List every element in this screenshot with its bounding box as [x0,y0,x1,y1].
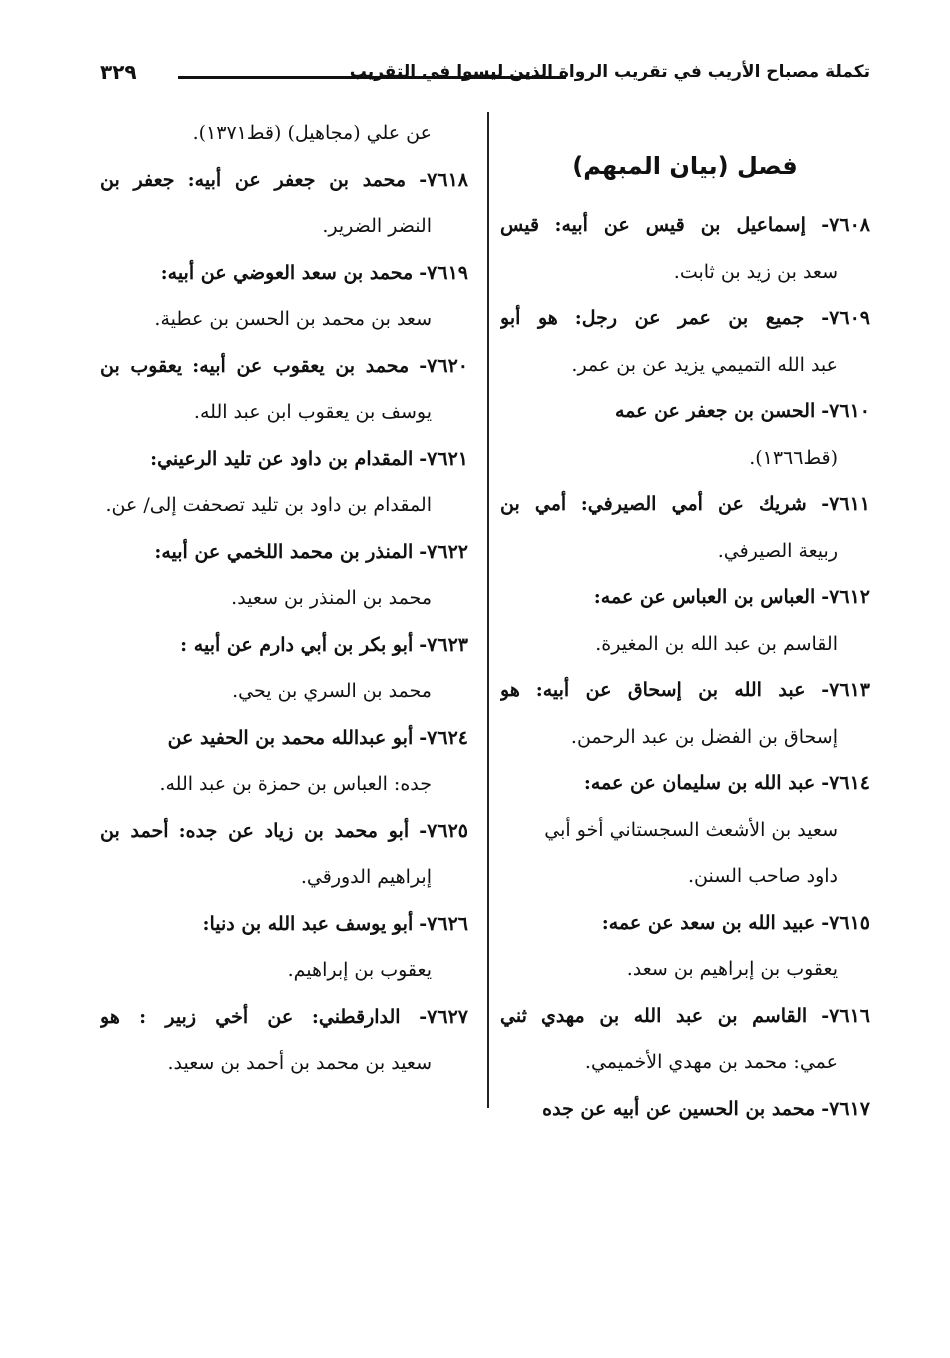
right-column [500,110,870,1132]
entry-first-line-text: هو أبو [500,307,558,329]
entry-number: ٧٦٢٤- [419,726,468,749]
entry-first-line-text: ثني [500,1004,527,1027]
entry [500,481,870,574]
entry-number: ٧٦١٩- [419,261,468,284]
entry-continuation: إسحاق بن الفضل بن عبد الرحمن. [570,725,838,748]
entry-label: أبو محمد بن زياد عن جده: [178,819,410,842]
entry-number: ٧٦٠٨- [821,214,870,236]
entry-first-line [500,481,870,528]
entry-first-line [500,574,870,621]
entry-first-line-text: أمي بن [500,493,567,515]
entry [500,574,870,667]
entry-continuation: يعقوب بن إبراهيم. [287,959,432,981]
entry [500,760,870,900]
entry-label: عبد الله بن سليمان عن عمه: [583,772,816,794]
entry-label: أبو بكر بن أبي دارم عن أبيه : [180,633,414,656]
running-title: تكملة مصباح الأريب في تقريب الرواة الذين ليسوا في التقريب [349,62,870,82]
entry-number: ٧٦٢٥- [419,819,468,842]
entry-label: الحسن بن جعفر عن عمه [614,400,816,422]
entry-first-line [100,622,468,669]
entry-continuation: سعد بن زيد بن ثابت. [673,260,838,283]
entry-label: عبيد الله بن سعد عن عمه: [601,911,816,934]
entry-label: محمد بن جعفر عن أبيه: [187,168,407,191]
entry-continuation: سعد بن محمد بن الحسن بن عطية. [154,308,432,330]
section-heading: فصل (بيان المبهم) [572,152,798,180]
entry-number: ٧٦١٧- [821,1097,870,1120]
entry-label: محمد بن الحسين عن أبيه عن جده [542,1097,816,1120]
entry-label: أبو يوسف عبد الله بن دنيا: [202,912,414,935]
entry-first-line [500,1086,870,1133]
entry-label: المقدام بن داود عن تليد الرعيني: [150,447,414,470]
entry-continuation: النضر الضرير. [322,215,432,237]
entry [100,250,468,343]
entry-label: أبو عبدالله محمد بن الحفيد عن [167,726,414,749]
entry-number: ٧٦٢١- [419,447,468,470]
entry-first-line [500,202,870,249]
entry-number: ٧٦١٤- [821,772,870,794]
entry-label: الدارقطني: [311,1005,401,1028]
entry-number: ٧٦٢٦- [419,912,468,935]
entry-first-line [100,250,468,297]
entry-number: ٧٦١٥- [821,911,870,934]
entry-continuation: سعيد بن الأشعث السجستاني أخو أبي [544,818,838,841]
column-divider [487,112,489,1108]
entry-number: ٧٦٠٩- [821,307,870,329]
entry [500,388,870,481]
entry [100,901,468,994]
entry [100,622,468,715]
entry-continuation: داود صاحب السنن. [687,865,838,887]
entry-label: عبد الله بن إسحاق عن أبيه: [535,679,806,701]
entry-first-line [100,808,468,855]
page-number: ٣٢٩ [100,60,137,84]
entry [500,1086,870,1133]
entry-number: ٧٦١١- [821,493,870,515]
left-entries [100,157,468,1087]
entry-number: ٧٦٢٢- [419,540,468,563]
entry [100,529,468,622]
entry-label: إسماعيل بن قيس عن أبيه: [554,214,806,236]
entry [100,157,468,250]
entry [500,900,870,993]
entry-first-line [100,715,468,762]
entry-continuation: القاسم بن عبد الله بن المغيرة. [595,632,838,655]
header-rule [178,76,566,79]
entry-label: القاسم بن عبد الله بن مهدي [540,1004,808,1027]
entry [100,436,468,529]
entry-first-line [500,295,870,342]
entry-continuation: ربيعة الصيرفي. [717,539,838,562]
entry-continuation: عبد الله التميمي يزيد عن بن عمر. [571,353,838,376]
entry-first-line [100,436,468,483]
entry [100,808,468,901]
entry-first-line [500,900,870,947]
entry [100,715,468,808]
entry-number: ٧٦٢٧- [419,1005,468,1028]
entry [100,343,468,436]
page-header [100,56,870,96]
entry-first-line [500,388,870,435]
entry [500,667,870,760]
entry-first-line-text: جعفر بن [100,168,175,191]
entry [500,295,870,388]
entry-continuation: سعيد بن محمد بن أحمد بن سعيد. [167,1052,432,1074]
entry-first-line [500,993,870,1040]
entry-continuation: محمد بن المنذر بن سعيد. [231,587,432,609]
entry [500,202,870,295]
entry-number: ٧٦٢٠- [419,354,468,377]
entry-continuation: إبراهيم الدورقي. [300,866,432,888]
entry-first-line [100,343,468,390]
continued-line: عن علي (مجاهيل) (قط١٣٧١). [192,122,432,144]
entry-number: ٧٦١٦- [821,1004,870,1027]
entry-first-line-text: هو [500,679,520,701]
entry-continuation: جده: العباس بن حمزة بن عبد الله. [159,773,432,795]
entry-first-line-text: يعقوب بن [100,354,183,377]
entry-label: المنذر بن محمد اللخمي عن أبيه: [154,540,414,563]
entry-number: ٧٦١٣- [821,679,870,701]
entry-continuation: المقدام بن داود بن تليد تصحفت إلى/ عن. [105,494,432,516]
entry-continuation: (قط١٣٦٦). [749,446,838,469]
entry-number: ٧٦١٠- [821,400,870,422]
entry-number: ٧٦١٢- [821,586,870,608]
entry-continuation: يوسف بن يعقوب ابن عبد الله. [193,401,432,423]
entry-continuation: يعقوب بن إبراهيم بن سعد. [626,958,838,980]
entry-number: ٧٦٢٣- [419,633,468,656]
entry [100,994,468,1087]
entry-first-line [100,157,468,204]
entry-first-line-text: أحمد بن [100,819,169,842]
entry-first-line-text: قيس [500,214,540,236]
entry-first-line [100,901,468,948]
entry-label: محمد بن سعد العوضي عن أبيه: [160,261,414,284]
entry-label: محمد بن يعقوب عن أبيه: [192,354,410,377]
entry-label: شريك عن أمي الصيرفي: [580,493,807,515]
entry-first-line-text: عن أخي زبير : هو [100,1005,294,1028]
left-column [100,110,468,1087]
entry-first-line [500,667,870,714]
entry-first-line [100,994,468,1041]
entry-continuation: عمي: محمد بن مهدي الأخميمي. [584,1051,838,1073]
entry-continuation: محمد بن السري بن يحي. [232,680,432,702]
entry-first-line [100,529,468,576]
entry [500,993,870,1086]
entry-label: العباس بن العباس عن عمه: [593,586,816,608]
right-entries [500,202,870,1132]
entry-label: جميع بن عمر عن رجل: [574,307,805,329]
entry-number: ٧٦١٨- [419,168,468,191]
entry-first-line [500,760,870,807]
